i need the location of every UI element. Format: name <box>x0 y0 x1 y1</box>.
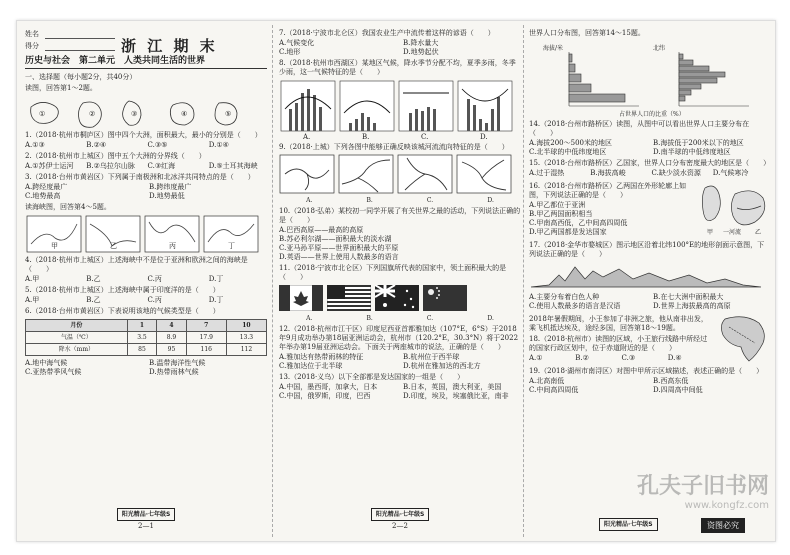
option[interactable]: C.③ <box>621 354 636 362</box>
option[interactable]: D.英语——世界上使用人数最多的语言 <box>279 253 399 261</box>
terrain-profile <box>531 267 761 287</box>
column-2 <box>279 27 521 535</box>
question-9: 9.（2018·上城）下列各图中能够正确反映该城河流流向特征的是（ ） <box>279 143 509 151</box>
question-5-options <box>25 296 267 305</box>
question-11: 11.（2018·宁波市北仑区）下列国旗所代表的国家中，领土面积最大的是（ ） <box>279 264 507 281</box>
column-divider <box>523 25 524 537</box>
option[interactable]: A.巴西高原——最高的高原 <box>279 226 364 234</box>
precip-bar <box>289 109 292 131</box>
question-16-text-block <box>529 180 693 239</box>
precip-bar <box>373 123 376 131</box>
option[interactable]: D.甲乙两国都是发达国家 <box>529 228 607 236</box>
africa-map <box>715 313 771 363</box>
river-map <box>397 154 453 194</box>
strait-label: 丙 <box>169 242 176 250</box>
question-2-options <box>25 162 267 171</box>
option[interactable]: A.甲 <box>25 296 40 304</box>
option[interactable]: C.亚热带季风气候 <box>25 368 82 376</box>
climate-charts-figure <box>279 79 515 141</box>
flag-usa <box>327 285 371 311</box>
continents-figure <box>25 95 261 129</box>
option[interactable]: D.丁 <box>208 275 224 283</box>
exam-sheet <box>16 20 776 542</box>
table-header: 7 <box>186 320 226 332</box>
option[interactable]: D.地势最低 <box>149 192 185 200</box>
question-17-options <box>529 293 771 311</box>
precip-bar <box>415 109 418 131</box>
option[interactable]: B.甲乙两国面积相当 <box>529 210 593 218</box>
question-4: 4.（2018·杭州市上城区）上述海峡中不是位于亚洲和欧洲之间的海峡是（ ） <box>25 256 248 273</box>
flags-figure <box>279 285 521 311</box>
population-bar <box>679 54 683 59</box>
map-label-yi: 乙 <box>755 229 762 236</box>
country-outline-yi <box>731 191 764 225</box>
country-outline-jia <box>702 186 720 221</box>
question-18-block <box>529 313 771 365</box>
population-bar <box>569 64 575 72</box>
question-16: 16.（2018·台州市路桥区）乙两国在外形轮廓上如图，下列说法正确的是（ ） <box>529 182 687 199</box>
option[interactable]: B.日本，英国，澳大利亚，美国 <box>403 383 502 391</box>
continent-label-2: ② <box>89 110 96 118</box>
question-3: 3.（2018·台州市黄岩区）下列属于南极洲和北冰洋共同特点的是（ ） <box>25 173 255 181</box>
copyright-stamp: 资图必究 <box>701 518 745 533</box>
option[interactable]: A.跨经度最广 <box>25 183 68 191</box>
option[interactable]: B.海拔高峻 <box>590 169 626 177</box>
option[interactable]: A.气候变化 <box>279 39 315 47</box>
score-blank <box>45 43 115 51</box>
terrain-profile-figure <box>529 261 765 291</box>
flag-labels <box>279 314 521 323</box>
question-12-options <box>279 353 521 371</box>
table-cell: 8.9 <box>157 332 186 344</box>
flag-label: D. <box>487 315 494 322</box>
option[interactable]: C.亚马孙平原——世界面积最大的平原 <box>279 244 399 252</box>
option[interactable]: A.甲 <box>25 275 40 283</box>
option[interactable]: B.②乌拉尔山脉 <box>86 162 135 170</box>
question-5: 5.（2018·杭州市上城区）上述海峡中属于印度洋的是（ ） <box>25 286 220 294</box>
name-blank <box>45 31 115 39</box>
table-header-row <box>26 320 267 332</box>
option[interactable]: B.苏必利尔湖——面积最大的淡水湖 <box>279 235 392 243</box>
option[interactable]: D.四周高中间低 <box>653 386 703 394</box>
question-18-intro: 2018年暑假期间，小王参加了非洲之旅，他从南非出发，乘飞机抵达埃及，途经多国，回答第18～19题。 <box>529 315 708 332</box>
question-7: 7.（2018·宁波市北仑区）我国农业生产中流传着这样的谚语（ ） <box>279 29 495 37</box>
climate-chart-frame <box>399 81 453 131</box>
population-charts-figure <box>529 40 765 118</box>
question-14-options <box>529 139 771 157</box>
population-bar <box>679 66 709 71</box>
river-map-label: D. <box>487 197 494 204</box>
continent-label-5: ⑤ <box>225 110 232 118</box>
option[interactable]: C.缺少淡水资源 <box>651 169 701 177</box>
option[interactable]: B.乙 <box>86 296 101 304</box>
option[interactable]: C.北半球的中低纬度地区 <box>529 148 607 156</box>
option[interactable]: D.杭州在雅加达的西北方 <box>403 362 481 370</box>
river-map <box>279 154 335 194</box>
population-bar <box>569 84 591 92</box>
column-1 <box>25 27 267 535</box>
strait-label: 甲 <box>51 242 58 250</box>
river-map-label: C. <box>426 197 434 204</box>
chart-label-right: 北纬 <box>653 45 666 52</box>
river-map <box>456 154 512 194</box>
option[interactable]: D.热带雨林气候 <box>149 368 199 376</box>
option[interactable]: A.地中海气候 <box>25 359 68 367</box>
series-badge: 阳光精品·七年级S <box>371 508 430 521</box>
option[interactable]: B.在七大洲中面积最大 <box>653 293 724 301</box>
climate-chart-label: C. <box>421 133 429 141</box>
option[interactable]: A.①③ <box>25 141 45 149</box>
subject-title: 历史与社会 第二单元 人类共同生活的世界 <box>25 57 267 69</box>
watermark-brand: 孔夫子旧书网 <box>636 474 769 499</box>
precip-bar <box>301 93 304 131</box>
question-12: 12.（2018·杭州市江干区）印度尼西亚首都雅加达（107°E，6°S）于2018年9月成功举办第18届亚洲运动会，杭州市（120.2°E，30.3°N）将于2022年举办第19届亚洲运动会。下面关于两座城市的说法，正确的是（ ） <box>279 325 519 351</box>
watermark-url: www.kongfz.com <box>684 500 769 511</box>
table-cell: 降水（mm） <box>26 344 128 356</box>
question-15: 15.（2018·台州市路桥区）乙国家，世界人口分布密度最大的地区是（ ） <box>529 159 771 167</box>
population-bar <box>569 54 572 62</box>
precip-bar <box>349 123 352 131</box>
flag-canada <box>279 285 323 311</box>
option[interactable]: B.②④ <box>86 141 107 149</box>
option[interactable]: B.乙 <box>86 275 101 283</box>
table-header: 1 <box>127 320 156 332</box>
precip-bar <box>409 113 412 131</box>
climate-chart-label: D. <box>480 133 488 141</box>
question-1-options <box>25 141 267 150</box>
series-badge: 阳光精品·七年级S <box>117 508 176 521</box>
intro-text: 读图，回答第1～2题。 <box>25 84 97 92</box>
question-2: 2.（2018·杭州市上城区）图中五个大洲的分界线（ ） <box>25 152 206 160</box>
question-18-text-block <box>529 313 711 365</box>
option[interactable]: C.地形 <box>279 48 301 56</box>
page-footer <box>279 508 521 531</box>
option[interactable]: A.甲乙都位于亚洲 <box>529 201 586 209</box>
population-bar <box>679 72 725 77</box>
table-cell: 95 <box>157 344 186 356</box>
question-6-options <box>25 359 267 377</box>
option[interactable]: B.② <box>575 354 589 362</box>
question-7-options <box>279 39 521 57</box>
population-bar <box>679 84 701 89</box>
question-10-options <box>279 226 521 262</box>
option[interactable]: A.中国，墨西哥，加拿大，日本 <box>279 383 378 391</box>
population-bar <box>679 60 693 65</box>
precip-bar <box>427 107 430 131</box>
intro-text: 世界人口分布图，回答第14～15题。 <box>529 29 645 37</box>
climate-table <box>25 319 267 356</box>
option[interactable]: C.使用人数最多的语言是汉语 <box>529 302 621 310</box>
question-10: 10.（2018·弘弟）某校初一同学开展了有关世界之最的活动，下列说法正确的是（ ） <box>279 207 521 224</box>
river-map <box>338 154 394 194</box>
map-label-jia: 甲 <box>707 229 714 236</box>
question-4-options <box>25 275 267 284</box>
question-19-options <box>529 377 771 395</box>
population-bar <box>569 94 625 102</box>
river-map-labels <box>279 196 521 205</box>
score-label: 得分 <box>25 42 39 50</box>
precip-bar <box>355 119 358 131</box>
population-bar <box>679 90 691 95</box>
option[interactable]: A.过于湿热 <box>529 169 565 177</box>
precip-bar <box>367 117 370 131</box>
map-label-river: 一河流 <box>723 229 742 236</box>
page-number: 2—2 <box>392 522 408 530</box>
score-row <box>25 37 267 55</box>
option[interactable]: A.北高南低 <box>529 377 565 385</box>
precip-bar <box>485 123 488 131</box>
flag-china <box>423 285 467 311</box>
option[interactable]: D.印度，埃及，埃塞俄比亚，南非 <box>403 392 509 400</box>
option[interactable]: D.⑤土耳其海峡 <box>208 162 258 170</box>
option[interactable]: D.气候寒冷 <box>712 169 749 177</box>
option[interactable]: C.③红海 <box>147 162 176 170</box>
question-17: 17.（2018·金华市婺城区）图示地区沿着北纬100°E的地形剖面示意图，下列说法正确的是（ ） <box>529 241 765 258</box>
option[interactable]: C.③⑤ <box>147 141 168 149</box>
option[interactable]: D.丁 <box>208 296 224 304</box>
question-16-options <box>529 201 693 237</box>
table-cell: 17.9 <box>186 332 226 344</box>
option[interactable]: D.①④ <box>208 141 229 149</box>
precip-bar <box>295 103 298 131</box>
option[interactable]: B.西高东低 <box>653 377 689 385</box>
question-8: 8.（2018·杭州市西湖区）某地区气候，降水季节分配不均，夏季多雨，冬季少雨，这一气候特征的是（ ） <box>279 59 516 76</box>
question-15-options <box>529 169 771 178</box>
flag-australia <box>375 285 419 311</box>
table-row <box>26 332 267 344</box>
watermark <box>519 469 769 511</box>
precip-bar <box>497 97 500 131</box>
flag-label: B. <box>366 315 373 322</box>
option[interactable]: D.④ <box>667 354 682 362</box>
table-cell: 3.5 <box>127 332 156 344</box>
option[interactable]: C.丙 <box>147 275 162 283</box>
straits-figure <box>25 214 261 254</box>
option[interactable]: B.温带海洋性气候 <box>149 359 206 367</box>
question-18-options <box>529 354 711 363</box>
chart-caption: 占世界人口的比重（%） <box>619 111 685 118</box>
table-cell: 13.3 <box>226 332 266 344</box>
question-3-options <box>25 183 267 201</box>
section-heading: 一、选择题（每小题2分，共40分） <box>25 73 137 81</box>
table-header: 4 <box>157 320 186 332</box>
climate-chart-label: B. <box>362 133 370 141</box>
river-map-label: A. <box>306 197 313 204</box>
column-3 <box>529 27 771 535</box>
option[interactable]: A.海拔200～500米的地区 <box>529 139 613 147</box>
page-footer <box>25 508 267 531</box>
flag-label: A. <box>306 315 313 322</box>
option[interactable]: B.降水量大 <box>403 39 439 47</box>
precip-bar <box>479 119 482 131</box>
option[interactable]: C.中间高四周低 <box>529 386 579 394</box>
precip-bar <box>433 109 436 131</box>
country-outline-maps <box>697 180 771 238</box>
africa-outline <box>721 317 764 361</box>
precip-bar <box>361 113 364 131</box>
precip-bar <box>467 99 470 131</box>
option[interactable]: A.主要分布着白色人种 <box>529 293 600 301</box>
table-header: 10 <box>226 320 266 332</box>
flag-label: C. <box>426 315 434 322</box>
continent-label-1: ① <box>39 110 46 118</box>
option[interactable]: B.海拔低于200米以下的地区 <box>653 139 744 147</box>
option[interactable]: B.杭州位于西半球 <box>403 353 460 361</box>
option[interactable]: C.甲南高西低，乙中间高四周低 <box>529 219 628 227</box>
precip-bar <box>313 95 316 131</box>
option[interactable]: C.地势最高 <box>25 192 61 200</box>
strait-label: 乙 <box>110 242 117 250</box>
option[interactable]: A.①苏伊士运河 <box>25 162 74 170</box>
precip-bar <box>473 105 476 131</box>
name-label: 姓名 <box>25 30 39 38</box>
question-19: 19.（2018·湖州市南浔区）对图中甲所示区域描述，表述正确的是（ ） <box>529 367 764 375</box>
precip-bar <box>319 107 322 131</box>
question-13: 13.（2018·义乌）以下全部都是发达国家的一组是（ ） <box>279 373 465 381</box>
strait-label: 丁 <box>228 242 235 250</box>
continent-label-4: ④ <box>181 110 188 118</box>
option[interactable]: B.跨纬度最广 <box>149 183 192 191</box>
table-cell: 116 <box>186 344 226 356</box>
table-cell: 85 <box>127 344 156 356</box>
option[interactable]: D.世界上海拔最高的高原 <box>653 302 731 310</box>
question-1: 1.（2018·杭州市桐庐区）图中四个大洲，面积最大，最小的分别是（ ） <box>25 131 262 139</box>
table-header: 月份 <box>26 320 128 332</box>
option[interactable]: A.雅加达有热带雨林的特征 <box>279 353 364 361</box>
question-14: 14.（2018·台州市路桥区）读图，从图中可以看出世界人口主要分布在（ ） <box>529 120 750 137</box>
column-divider <box>272 25 273 537</box>
river-maps-figure <box>279 154 521 194</box>
option[interactable]: C.雅加达位于北半球 <box>279 362 343 370</box>
intro-text-2: 读海峡图，回答第4～5题。 <box>25 203 111 211</box>
question-18: 18.（2018·杭州市）读图的区域，小王旅行线路中所经过的国家行政区划中，位于赤道附近的是（ ） <box>529 335 708 352</box>
table-cell: 气温（℃） <box>26 332 128 344</box>
population-bar <box>569 74 581 82</box>
table-cell: 112 <box>226 344 266 356</box>
precip-bar <box>307 89 310 131</box>
river-map-label: B. <box>366 197 373 204</box>
climate-chart-label: A. <box>303 133 311 141</box>
option[interactable]: D.南半球的中低纬度地区 <box>653 148 731 156</box>
option[interactable]: C.丙 <box>147 296 162 304</box>
precip-bar <box>491 109 494 131</box>
question-6: 6.（2018·台州市黄岩区）下表说明该地的气候类型是（ ） <box>25 307 220 315</box>
population-bar <box>679 78 717 83</box>
exam-title: 浙 江 期 末 <box>121 37 218 55</box>
continent-label-3: ③ <box>131 110 138 118</box>
option[interactable]: C.中国，俄罗斯，印度，巴西 <box>279 392 371 400</box>
option[interactable]: D.地势起伏 <box>403 48 439 56</box>
precip-bar <box>421 111 424 131</box>
page-number: 2—1 <box>138 522 154 530</box>
series-badge: 阳光精品·七年级S <box>599 518 658 531</box>
population-bar <box>679 96 685 101</box>
option[interactable]: A.① <box>529 354 543 362</box>
chart-label-left: 海拔/米 <box>543 45 564 52</box>
question-16-block <box>529 180 771 239</box>
table-row <box>26 344 267 356</box>
question-13-options <box>279 383 521 401</box>
